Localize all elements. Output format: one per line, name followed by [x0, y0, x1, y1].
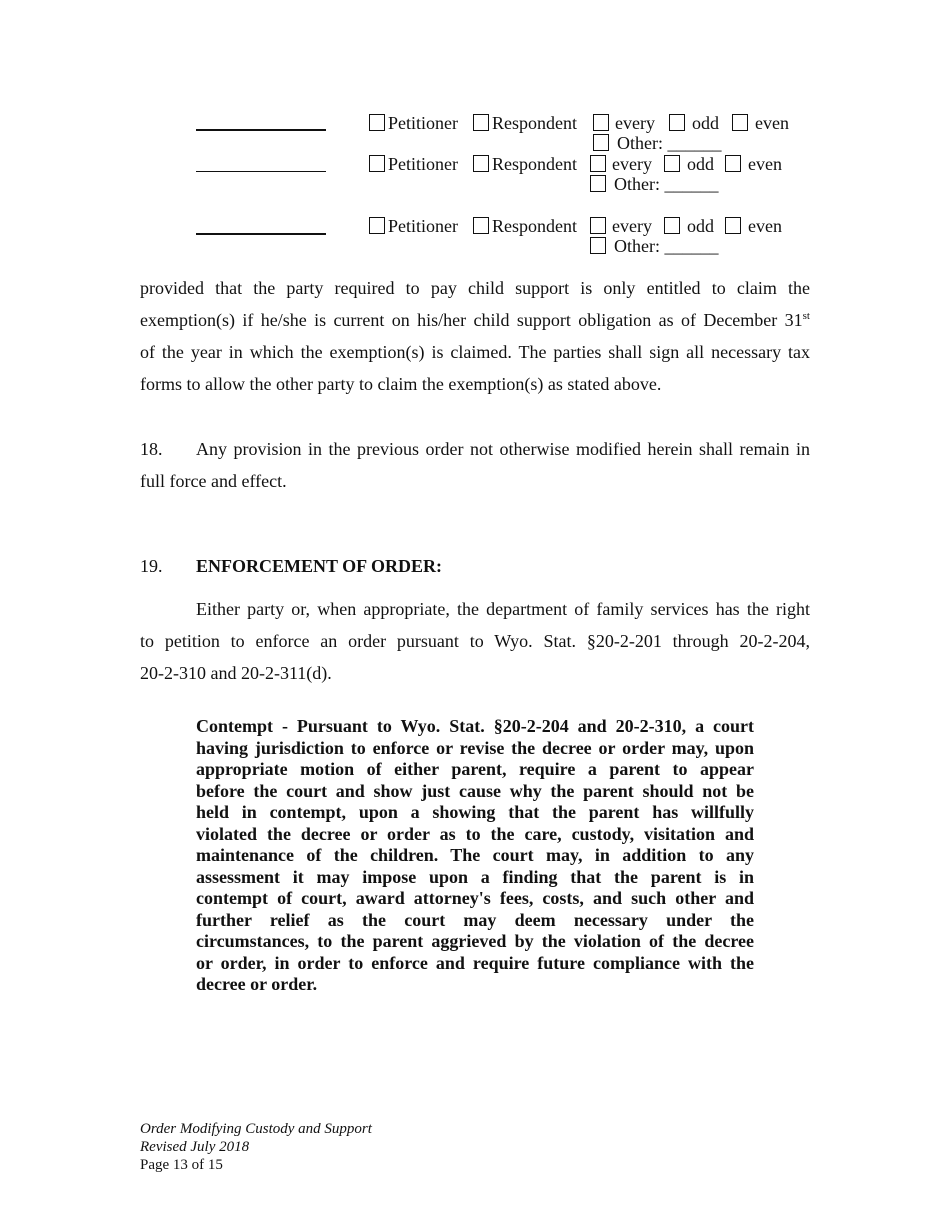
even-label-1: even: [755, 113, 789, 133]
year-blank-line-3[interactable]: [196, 233, 326, 235]
odd-label-3: odd: [687, 216, 714, 236]
footer-page-number: Page 13 of 15: [140, 1157, 223, 1173]
contempt-line: held in contempt, upon a showing that the parent has willfully: [196, 802, 754, 822]
other-label-3: Other: ______: [614, 236, 719, 256]
respondent-label-3: Respondent: [492, 216, 577, 236]
respondent-checkbox-1[interactable]: [473, 114, 489, 131]
even-checkbox-3[interactable]: [725, 217, 741, 234]
ordinal-suffix: st: [802, 310, 810, 322]
odd-checkbox-1[interactable]: [669, 114, 685, 131]
page-footer: [140, 1120, 372, 1174]
exemption-line-4: forms to allow the other party to claim the exemption(s) as stated above.: [140, 374, 662, 394]
section-19-heading: ENFORCEMENT OF ORDER:: [196, 556, 443, 576]
contempt-line: assessment it may impose upon a finding that the parent is in: [196, 866, 754, 887]
enforcement-line-1: Either party or, when appropriate, the department of family services has the right: [196, 599, 810, 619]
section-18-number: 18.: [140, 439, 163, 459]
every-label-1: every: [615, 113, 655, 133]
respondent-checkbox-2[interactable]: [473, 155, 489, 172]
exemption-line-1: provided that the party required to pay child support is only entitled to claim the: [140, 278, 810, 298]
odd-label-1: odd: [692, 113, 719, 133]
footer-document-title: Order Modifying Custody and Support: [140, 1121, 372, 1137]
enforcement-line-3: 20-2-310 and 20-2-311(d).: [140, 663, 332, 683]
enforcement-line-2: to petition to enforce an order pursuant to Wyo. Stat. §20-2-201 through 20-2-204,: [140, 631, 810, 651]
exemption-line-3: of the year in which the exemption(s) is claimed. The parties shall sign all necessary tax: [140, 342, 810, 362]
contempt-line: Contempt - Pursuant to Wyo. Stat. §20-2-204 and 20-2-310, a court: [196, 716, 754, 736]
contempt-line: appropriate motion of either parent, require a parent to appear: [196, 759, 754, 779]
even-checkbox-1[interactable]: [732, 114, 748, 131]
every-label-3: every: [612, 216, 652, 236]
contempt-line: maintenance of the children. The court may, in addition to any: [196, 845, 754, 865]
contempt-line: further relief as the court may deem necessary under the: [196, 909, 754, 930]
every-label-2: every: [612, 154, 652, 174]
petitioner-label-3: Petitioner: [388, 216, 458, 236]
contempt-line: before the court and show just cause why the parent should not be: [196, 780, 754, 801]
contempt-line: contempt of court, award attorney's fees, costs, and such other and: [196, 888, 754, 908]
section-18-line-1: Any provision in the previous order not otherwise modified herein shall remain in: [196, 439, 810, 459]
contempt-line: decree or order.: [196, 974, 318, 994]
odd-label-2: odd: [687, 154, 714, 174]
respondent-label-2: Respondent: [492, 154, 577, 174]
other-checkbox-2[interactable]: [590, 175, 606, 192]
section-18-line-2: full force and effect.: [140, 471, 287, 491]
other-label-2: Other: ______: [614, 174, 719, 194]
exemption-line-2-text: exemption(s) if he/she is current on his/her child support obligation as of December 31: [140, 310, 803, 330]
petitioner-checkbox-1[interactable]: [369, 114, 385, 131]
year-blank-line-1[interactable]: [196, 129, 326, 131]
petitioner-label-2: Petitioner: [388, 154, 458, 174]
even-checkbox-2[interactable]: [725, 155, 741, 172]
other-label-1: Other: ______: [617, 133, 722, 153]
odd-checkbox-2[interactable]: [664, 155, 680, 172]
every-checkbox-1[interactable]: [593, 114, 609, 131]
respondent-checkbox-3[interactable]: [473, 217, 489, 234]
exemption-line-2: [140, 304, 810, 336]
other-checkbox-3[interactable]: [590, 237, 606, 254]
petitioner-label-1: Petitioner: [388, 113, 458, 133]
even-label-2: even: [748, 154, 782, 174]
contempt-notice: [196, 716, 754, 996]
petitioner-checkbox-2[interactable]: [369, 155, 385, 172]
contempt-line: having jurisdiction to enforce or revise the decree or order may, upon: [196, 737, 754, 758]
respondent-label-1: Respondent: [492, 113, 577, 133]
every-checkbox-2[interactable]: [590, 155, 606, 172]
contempt-line: circumstances, to the parent aggrieved by the violation of the decree: [196, 931, 754, 951]
footer-revision: Revised July 2018: [140, 1139, 250, 1155]
odd-checkbox-3[interactable]: [664, 217, 680, 234]
every-checkbox-3[interactable]: [590, 217, 606, 234]
exemption-paragraph: [140, 272, 810, 400]
section-19-number: 19.: [140, 556, 163, 576]
even-label-3: even: [748, 216, 782, 236]
other-checkbox-1[interactable]: [593, 134, 609, 151]
year-blank-line-2[interactable]: [196, 171, 326, 172]
petitioner-checkbox-3[interactable]: [369, 217, 385, 234]
contempt-line: or order, in order to enforce and require future compliance with the: [196, 952, 754, 973]
contempt-line: violated the decree or order as to the care, custody, visitation and: [196, 823, 754, 844]
